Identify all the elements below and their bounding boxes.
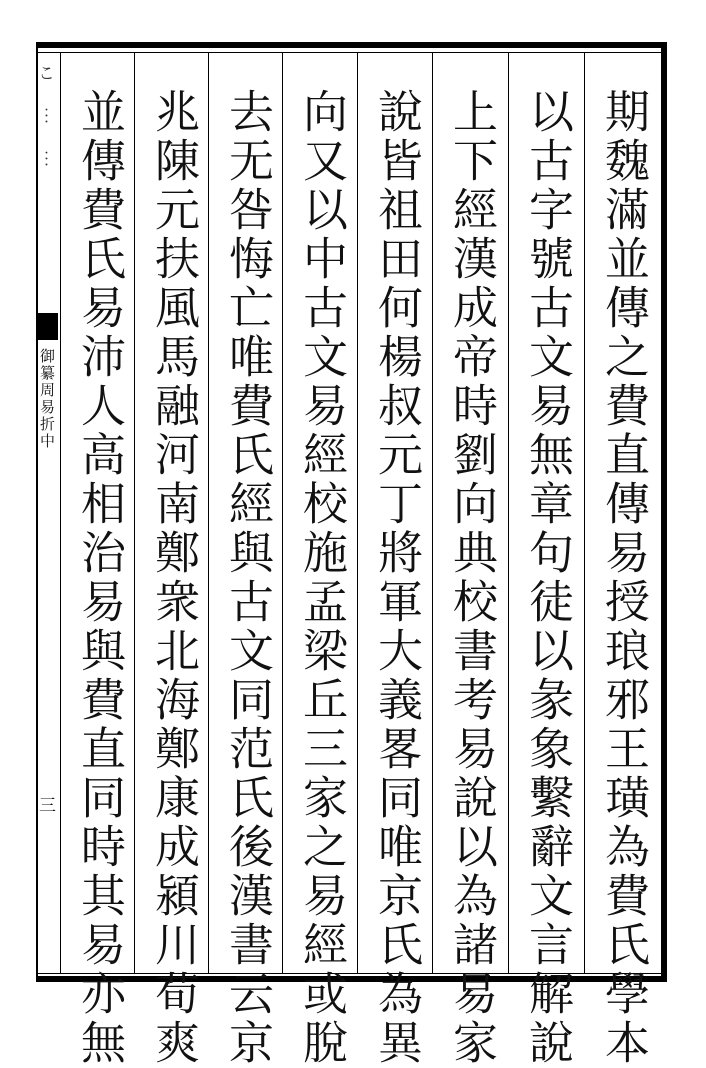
column-divider xyxy=(584,52,585,973)
text-column-1: 期魏滿並傳之費直傳易授琅邪王璜為費氏學本 xyxy=(597,88,650,1068)
column-divider xyxy=(134,52,135,973)
text-column-6: 去无咎悔亡唯費氏經與古文同范氏後漢書云京 xyxy=(221,88,274,1068)
inner-top-rule xyxy=(36,52,661,53)
spine-top-marks: こ ︙ ︙ xyxy=(34,64,54,170)
column-divider xyxy=(432,52,433,973)
text-column-5: 向又以中古文易經校施孟梁丘三家之易經或脫 xyxy=(295,88,348,1068)
book-spine-band xyxy=(36,52,60,973)
fishtail-black-mark xyxy=(36,313,58,340)
page-number: 三 xyxy=(35,796,55,813)
column-divider xyxy=(508,52,509,973)
column-divider xyxy=(282,52,283,973)
text-column-8: 並傳費氏易沛人高相治易與費直同時其易亦無 xyxy=(73,88,126,1068)
column-divider xyxy=(357,52,358,973)
text-column-2: 以古字號古文易無章句徒以彖象繫辭文言解說 xyxy=(521,88,574,1068)
text-column-4: 說皆祖田何楊叔元丁將軍大義畧同唯京氏為異 xyxy=(370,88,423,1068)
column-divider xyxy=(60,52,61,973)
text-column-3: 上下經漢成帝時劉向典校書考易說以為諸易家 xyxy=(445,88,498,1068)
book-title: 御纂周易折中 xyxy=(38,348,56,450)
text-column-7: 兆陳元扶風馬融河南鄭衆北海鄭康成潁川荀爽 xyxy=(147,88,200,1068)
column-divider xyxy=(208,52,209,973)
